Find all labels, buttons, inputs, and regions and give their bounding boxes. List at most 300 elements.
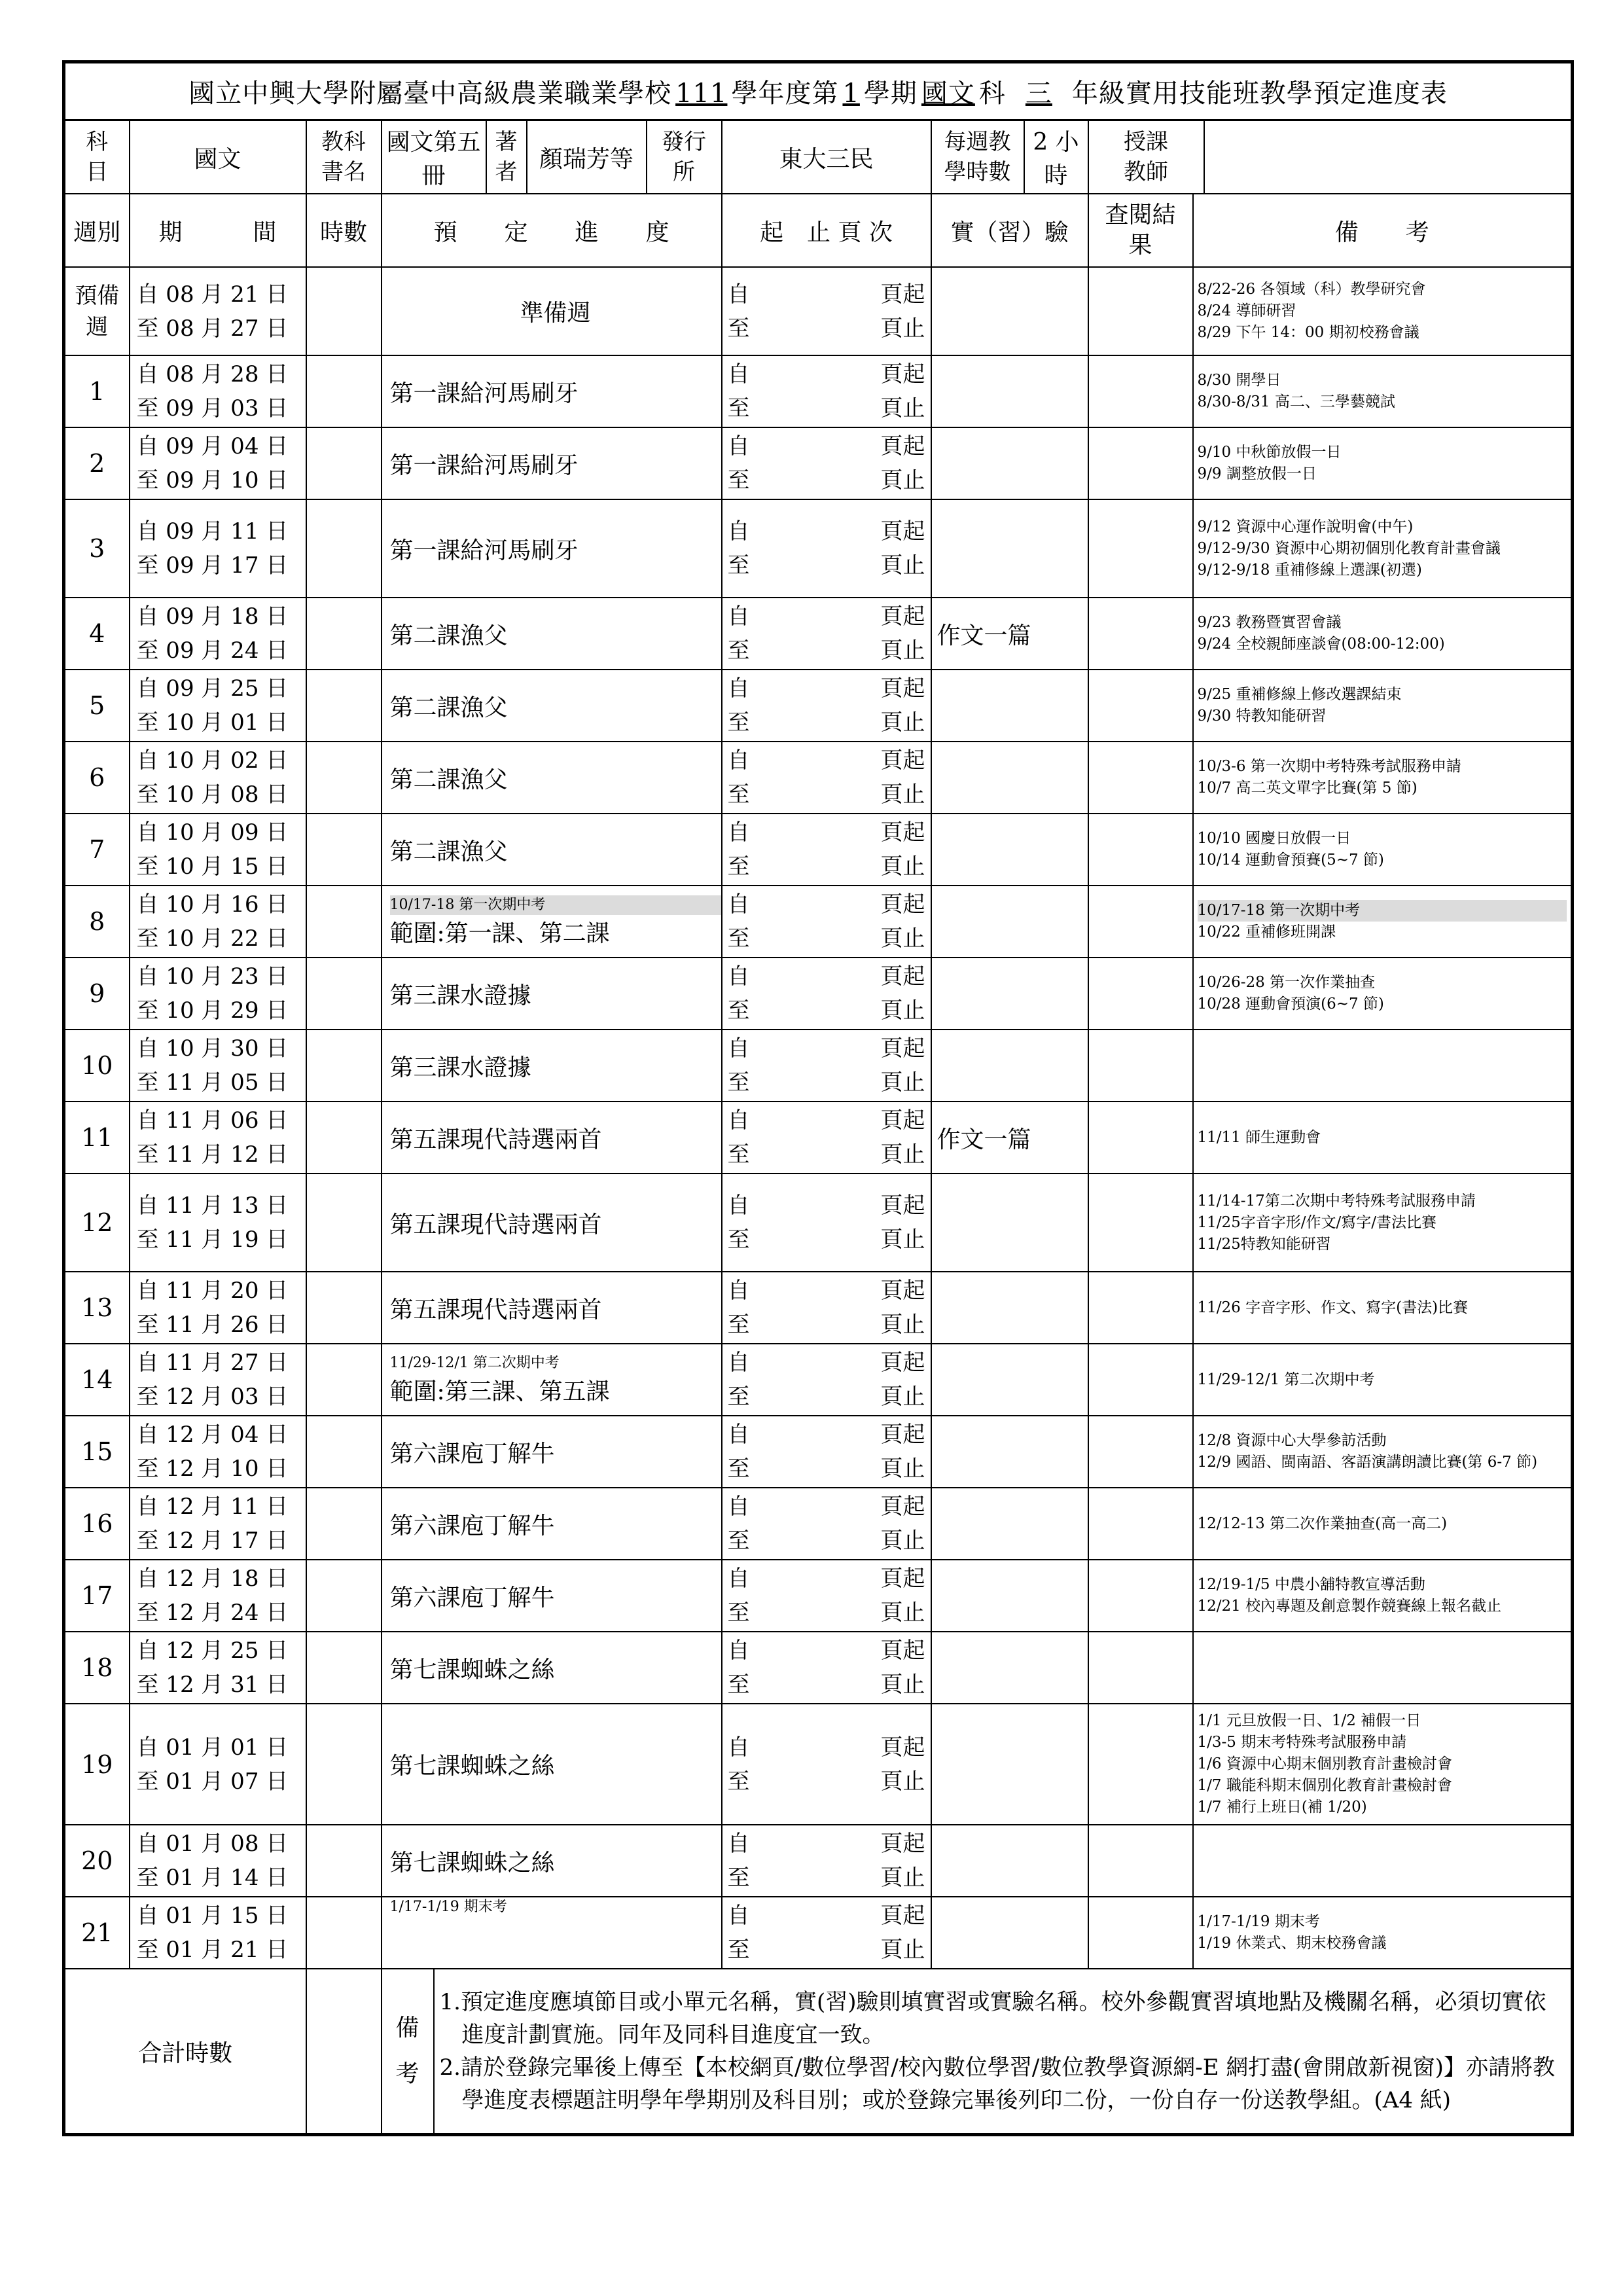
note-line: 12/9 國語、閩南語、客語演講朗讀比賽(第 6-7 節) [1197,1454,1538,1471]
page-from-label: 自 [727,1638,750,1664]
page-start-label: 頁起 [880,891,925,918]
period-cell [130,670,306,742]
title-semester-label: 學期 [863,79,918,109]
review-cell [1088,1102,1193,1174]
note-line: 1/7 補行上班日(補 1/20) [1197,1799,1367,1816]
progress-text: 第二課漁父 [389,622,508,649]
notes-cell [1193,1416,1573,1488]
practice-cell [931,1272,1088,1344]
review-cell [1088,958,1193,1030]
page-to-label: 至 [727,552,750,579]
week-cell: 8 [64,886,130,958]
author-value: 顏瑞芳等 [539,145,633,173]
practice-cell: 作文一篇 [931,1102,1088,1174]
table-row [64,1344,1573,1416]
period-cell [130,355,306,427]
page-start-label: 頁起 [880,1903,925,1929]
period-to: 至 09 月 17 日 [136,552,289,579]
page-start-label: 頁起 [880,747,925,774]
table-row [64,1632,1573,1704]
period-from: 自 01 月 08 日 [136,1831,289,1857]
hours-label: 每週教 學時數 [932,121,1025,193]
page-end-label: 頁止 [880,1937,925,1963]
hours-cell [306,814,382,886]
pages-cell [722,1825,931,1897]
table-row [64,1102,1573,1174]
period-to: 至 11 月 12 日 [136,1141,289,1168]
page-from-label: 自 [727,1903,750,1929]
author-label: 著 者 [487,121,527,193]
page-to-label: 至 [727,1672,750,1698]
page-to-label: 至 [727,1768,750,1795]
page-to-label: 至 [727,1600,750,1626]
page-end-label: 頁止 [880,1456,925,1482]
title-year: 111 [675,79,728,109]
page-from-label: 自 [727,1422,750,1448]
hours-cell [306,670,382,742]
note-line: 8/24 導師研習 [1197,302,1296,319]
page-start-label: 頁起 [880,1422,925,1448]
week-cell: 1 [64,355,130,427]
period-to: 至 09 月 10 日 [136,467,289,493]
page-start-label: 頁起 [880,1494,925,1520]
pages-cell [722,1030,931,1102]
period-to: 至 10 月 15 日 [136,853,289,880]
period-to: 至 01 月 14 日 [136,1865,289,1891]
subject-label: 科 目 [64,120,130,194]
note-line: 1/1 元旦放假一日、1/2 補假一日 [1197,1712,1421,1729]
publisher-label: 發行 所 [647,120,722,194]
review-cell [1088,1632,1193,1704]
page-to-label: 至 [727,997,750,1024]
page-from-label: 自 [727,1107,750,1134]
page-to-label: 至 [727,1141,750,1168]
table-row [64,886,1573,958]
hours-cell [306,1560,382,1632]
page-end-label: 頁止 [880,1312,925,1338]
table-row [64,267,1573,355]
progress-cell [382,1102,722,1174]
remarks-label: 備 考 [382,1969,434,2135]
progress-text: 第一課給河馬刷牙 [389,537,579,564]
hours-cell [306,1102,382,1174]
page-to-label: 至 [727,1069,750,1096]
page-title [64,62,1573,120]
week-cell: 6 [64,742,130,814]
hours-cell [306,886,382,958]
notes-cell [1193,1174,1573,1272]
page-end-label: 頁止 [880,1865,925,1891]
page-from-label: 自 [727,819,750,846]
progress-cell [382,1272,722,1344]
table-row [64,670,1573,742]
week-cell: 17 [64,1560,130,1632]
period-from: 自 10 月 16 日 [136,891,289,918]
period-to: 至 08 月 27 日 [136,315,289,342]
period-from: 自 11 月 20 日 [136,1278,289,1304]
period-from: 自 08 月 21 日 [136,281,289,308]
period-to: 至 11 月 05 日 [136,1069,289,1096]
page-end-label: 頁止 [880,637,925,664]
page-end-label: 頁止 [880,781,925,808]
title-subject-label: 科 [978,79,1006,109]
hours-cell [306,1488,382,1560]
period-from: 自 09 月 04 日 [136,433,289,459]
review-cell [1088,886,1193,958]
period-to: 至 10 月 01 日 [136,709,289,736]
hours-cell [931,120,1088,194]
title-subject: 國文 [921,79,975,109]
col-hours: 時數 [306,194,382,267]
page-to-label: 至 [727,1312,750,1338]
table-row [64,1030,1573,1102]
notes-cell [1193,958,1573,1030]
notes-cell [1193,1102,1573,1174]
schedule-sheet [62,60,1571,2136]
note-line: 11/25字音字形/作文/寫字/書法比賽 [1197,1213,1437,1231]
progress-cell [382,1560,722,1632]
page-end-label: 頁止 [880,1384,925,1410]
period-from: 自 11 月 06 日 [136,1107,289,1134]
practice-cell [931,1488,1088,1560]
period-to: 至 12 月 10 日 [136,1456,289,1482]
page-end-label: 頁止 [880,709,925,736]
col-progress: 預 定 進 度 [382,194,722,267]
pages-cell [722,814,931,886]
week-cell: 16 [64,1488,130,1560]
notes-cell [1193,886,1573,958]
period-cell [130,958,306,1030]
period-from: 自 01 月 15 日 [136,1903,289,1929]
progress-text: 範圍:第一課、第二課 [389,920,610,947]
notes-cell [1193,742,1573,814]
pages-cell [722,1416,931,1488]
review-cell [1088,1344,1193,1416]
note-line: 8/30-8/31 高二、三學藝競試 [1197,393,1395,410]
page-to-label: 至 [727,925,750,952]
period-cell [130,1272,306,1344]
practice-cell [931,1704,1088,1825]
table-row [64,1704,1573,1825]
remark-1: 1.預定進度應填節目或小單元名稱，實(習)驗則填實習或實驗名稱。校外參觀實習填地點及機關名稱，必須切實依進度計劃實施。同年及同科目進度宜一致。 [439,1989,1546,2048]
progress-cell [382,1825,722,1897]
page-from-label: 自 [727,281,750,308]
note-line: 9/12-9/30 資源中心期初個別化教育計畫會議 [1197,539,1501,557]
pages-cell [722,958,931,1030]
pages-cell [722,1102,931,1174]
progress-text: 第三課水證據 [389,1054,531,1081]
week-cell: 2 [64,427,130,499]
notes-cell [1193,1344,1573,1416]
progress-text: 第五課現代詩選兩首 [389,1296,602,1323]
schedule-table [62,60,1574,2136]
period-to: 至 09 月 03 日 [136,395,289,422]
page-from-label: 自 [727,433,750,459]
page-end-label: 頁止 [880,552,925,579]
progress-text: 第五課現代詩選兩首 [389,1211,602,1238]
note-line: 8/29 下午 14：00 期初校務會議 [1197,324,1419,341]
practice-cell [931,1030,1088,1102]
pages-cell [722,1632,931,1704]
practice-cell [931,886,1088,958]
remarks [434,1969,1573,2135]
table-row [64,1488,1573,1560]
page-from-label: 自 [727,1831,750,1857]
period-to: 至 10 月 29 日 [136,997,289,1024]
practice-cell [931,1416,1088,1488]
hours-cell [306,1344,382,1416]
page-from-label: 自 [727,1193,750,1219]
progress-cell [382,1704,722,1825]
textbook-label: 教科 書名 [306,120,382,194]
note-line: 9/30 特教知能研習 [1197,708,1327,725]
practice-cell [931,670,1088,742]
practice-cell [931,427,1088,499]
progress-cell [382,598,722,670]
hours-cell [306,267,382,355]
review-cell [1088,1174,1193,1272]
title-semester: 1 [842,79,860,109]
page-start-label: 頁起 [880,1278,925,1304]
period-from: 自 01 月 01 日 [136,1734,289,1761]
exam-note: 1/17-1/19 期末考 [389,1899,507,1915]
note-line: 1/19 休業式、期末校務會議 [1197,1935,1387,1952]
table-row [64,1825,1573,1897]
page-from-label: 自 [727,675,750,702]
note-line: 1/17-1/19 期末考 [1197,1913,1320,1930]
practice-cell [931,355,1088,427]
note-line: 10/3-6 第一次期中考特殊考試服務申請 [1197,758,1461,775]
table-row [64,499,1573,598]
notes-cell [1193,1272,1573,1344]
pages-cell [722,1344,931,1416]
note-line: 11/25特教知能研習 [1197,1235,1331,1253]
page-start-label: 頁起 [880,361,925,387]
hours-cell [306,1632,382,1704]
col-review: 查閱結 果 [1088,194,1193,267]
period-from: 自 11 月 27 日 [136,1350,289,1376]
notes-cell [1193,427,1573,499]
page-to-label: 至 [727,1528,750,1554]
progress-text: 第六課庖丁解牛 [389,1440,555,1467]
period-cell [130,1174,306,1272]
page-start-label: 頁起 [880,963,925,990]
page-from-label: 自 [727,1494,750,1520]
review-cell [1088,814,1193,886]
week-cell: 10 [64,1030,130,1102]
note-line: 11/29-12/1 第二次期中考 [1197,1371,1375,1388]
period-from: 自 09 月 25 日 [136,675,289,702]
period-cell [130,499,306,598]
notes-cell [1193,670,1573,742]
period-from: 自 12 月 04 日 [136,1422,289,1448]
page-end-label: 頁止 [880,1600,925,1626]
week-cell: 11 [64,1102,130,1174]
hours-cell [306,1030,382,1102]
table-row [64,1560,1573,1632]
page-from-label: 自 [727,1350,750,1376]
notes-cell [1193,1825,1573,1897]
period-cell [130,598,306,670]
progress-cell [382,742,722,814]
exam-note: 10/17-18 第一次期中考 [390,895,721,915]
page-end-label: 頁止 [880,853,925,880]
hours-cell [306,1416,382,1488]
page-end-label: 頁止 [880,1528,925,1554]
period-from: 自 10 月 02 日 [136,747,289,774]
note-line: 10/22 重補修班開課 [1197,924,1336,941]
page-to-label: 至 [727,1937,750,1963]
review-cell [1088,1704,1193,1825]
progress-text: 第七課蜘蛛之絲 [389,1656,555,1683]
column-header-row [64,194,1573,267]
review-cell [1088,1488,1193,1560]
period-cell [130,1825,306,1897]
table-row [64,814,1573,886]
hours-cell [306,427,382,499]
page-start-label: 頁起 [880,433,925,459]
progress-cell [382,958,722,1030]
pages-cell [722,598,931,670]
note-line: 10/28 運動會預演(6~7 節) [1197,996,1384,1013]
page-to-label: 至 [727,467,750,493]
period-to: 至 09 月 24 日 [136,637,289,664]
note-line: 10/7 高二英文單字比賽(第 5 節) [1197,780,1418,797]
period-to: 至 10 月 22 日 [136,925,289,952]
period-cell [130,427,306,499]
pages-cell [722,1488,931,1560]
period-to: 至 11 月 26 日 [136,1312,289,1338]
notes-cell [1193,1030,1573,1102]
page-start-label: 頁起 [880,1734,925,1761]
practice-cell [931,499,1088,598]
note-line: 1/7 職能科期末個別化教育計畫檢討會 [1197,1777,1452,1794]
note-line: 8/30 開學日 [1197,372,1281,389]
progress-cell [382,1416,722,1488]
progress-cell [382,814,722,886]
progress-cell [382,1632,722,1704]
period-cell [130,742,306,814]
hours-cell [306,958,382,1030]
subject-value: 國文 [130,120,306,194]
period-from: 自 11 月 13 日 [136,1193,289,1219]
table-row [64,1272,1573,1344]
col-week: 週別 [64,194,130,267]
note-line: 10/17-18 第一次期中考 [1198,900,1567,922]
page-start-label: 頁起 [880,1566,925,1592]
week-cell: 12 [64,1174,130,1272]
period-to: 至 11 月 19 日 [136,1227,289,1253]
progress-cell [382,886,722,958]
note-line: 12/21 校內專題及創意製作競賽線上報名截止 [1197,1598,1502,1615]
period-to: 至 12 月 03 日 [136,1384,289,1410]
review-cell [1088,355,1193,427]
period-from: 自 10 月 09 日 [136,819,289,846]
week-cell: 5 [64,670,130,742]
notes-cell [1193,814,1573,886]
period-cell [130,886,306,958]
progress-text: 第六課庖丁解牛 [389,1512,555,1539]
page-from-label: 自 [727,518,750,545]
practice-cell [931,1174,1088,1272]
period-to: 至 12 月 31 日 [136,1672,289,1698]
author-cell [486,120,647,194]
page-to-label: 至 [727,1227,750,1253]
page-start-label: 頁起 [880,675,925,702]
practice-cell [931,1825,1088,1897]
note-line: 12/19-1/5 中農小舖特教宣導活動 [1197,1576,1425,1593]
review-cell [1088,267,1193,355]
week-cell: 7 [64,814,130,886]
hours-value: 2 小時 [1033,129,1079,189]
col-period: 期 間 [130,194,306,267]
page-to-label: 至 [727,395,750,422]
page-to-label: 至 [727,781,750,808]
footer-row [64,1969,1573,2135]
title-grade: 三 [1025,79,1052,109]
page-start-label: 頁起 [880,1035,925,1062]
period-cell [130,267,306,355]
note-line: 11/11 師生運動會 [1197,1128,1321,1146]
note-line: 10/26-28 第一次作業抽查 [1197,974,1376,991]
teacher-cell [1088,120,1573,194]
total-hours-label: 合計時數 [64,1969,306,2135]
progress-cell [382,427,722,499]
review-cell [1088,427,1193,499]
hours-cell [306,1272,382,1344]
page-from-label: 自 [727,1035,750,1062]
period-cell [130,1704,306,1825]
review-cell [1088,742,1193,814]
review-cell [1088,1030,1193,1102]
practice-cell [931,1344,1088,1416]
progress-cell [382,499,722,598]
page-from-label: 自 [727,1734,750,1761]
week-cell: 20 [64,1825,130,1897]
progress-cell [382,670,722,742]
week-cell: 14 [64,1344,130,1416]
practice-cell [931,1560,1088,1632]
week-cell: 預備週 [64,267,130,355]
pages-cell [722,355,931,427]
note-line: 11/14-17第二次期中考特殊考試服務申請 [1197,1192,1476,1210]
pages-cell [722,886,931,958]
note-line: 9/24 全校親師座談會(08:00-12:00) [1197,636,1445,653]
page-end-label: 頁止 [880,1069,925,1096]
hours-cell [306,1825,382,1897]
table-row [64,598,1573,670]
progress-cell [382,1344,722,1416]
page-end-label: 頁止 [880,467,925,493]
progress-text: 第一課給河馬刷牙 [389,452,579,479]
title-suffix: 年級實用技能班教學預定進度表 [1071,79,1448,109]
col-pages: 起 止 頁 次 [722,194,931,267]
period-from: 自 12 月 18 日 [136,1566,289,1592]
info-row [64,120,1573,194]
page-to-label: 至 [727,637,750,664]
week-cell: 19 [64,1704,130,1825]
hours-cell [306,499,382,598]
hours-cell [306,355,382,427]
page-from-label: 自 [727,1278,750,1304]
pages-cell [722,1560,931,1632]
page-from-label: 自 [727,747,750,774]
period-to: 至 01 月 07 日 [136,1768,289,1795]
progress-text: 第二課漁父 [389,838,508,865]
pages-cell [722,670,931,742]
page-to-label: 至 [727,853,750,880]
review-cell [1088,670,1193,742]
